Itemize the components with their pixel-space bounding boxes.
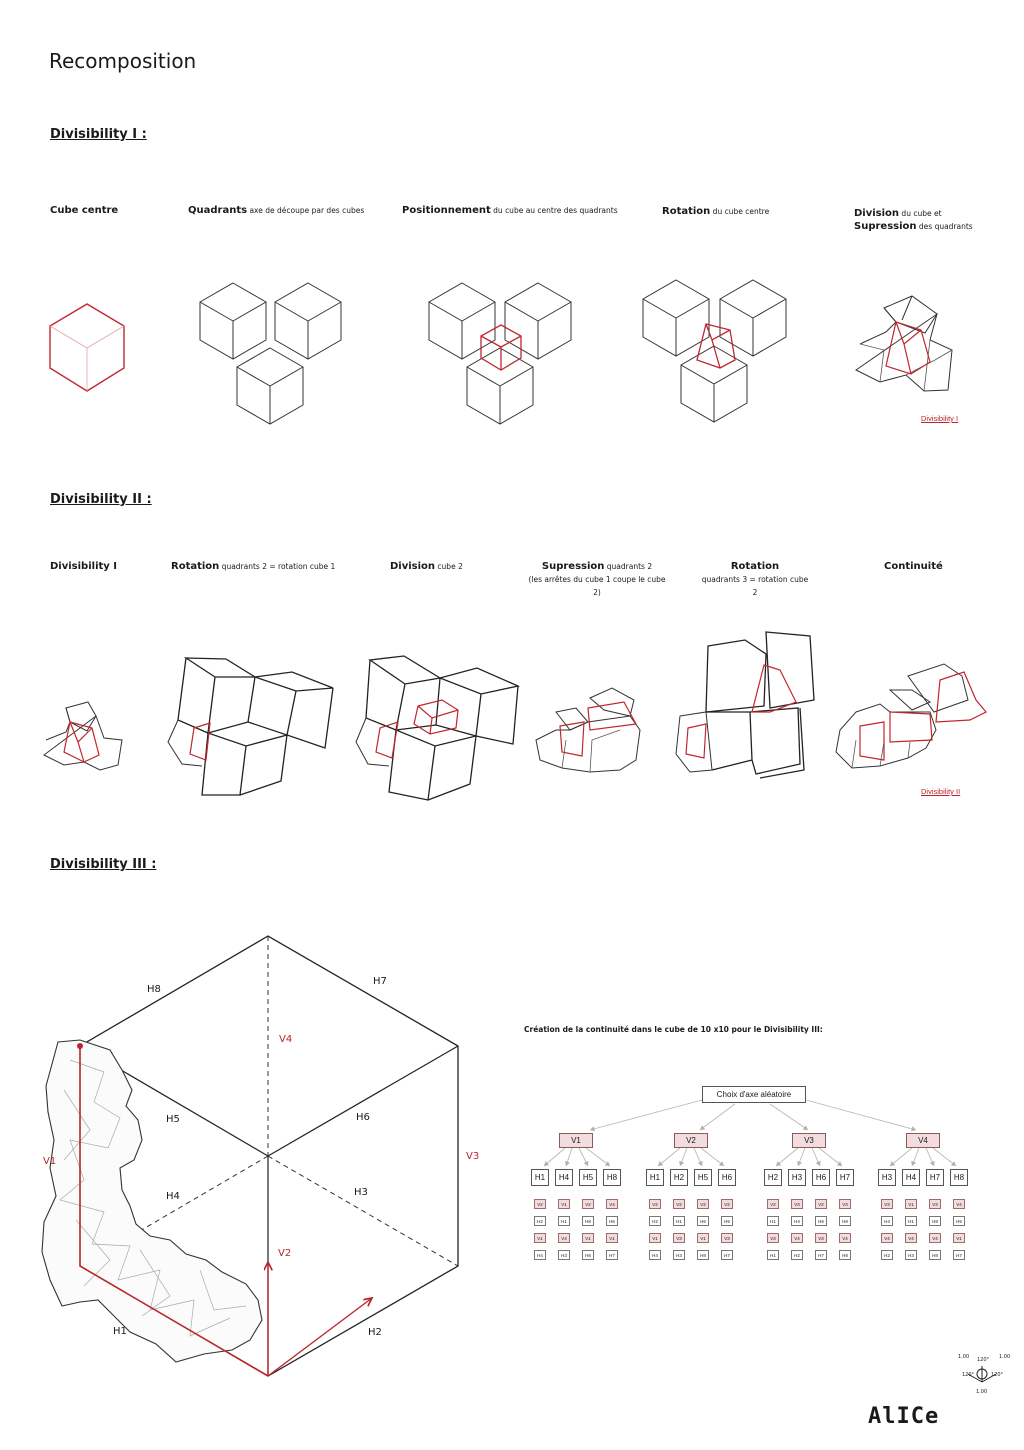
tree-child-box: H1 — [531, 1169, 549, 1186]
tree-sequence-cell: V1 — [558, 1199, 570, 1209]
section-title-divisibility-2: Divisibility II : — [50, 492, 152, 507]
tree-root-box: Choix d'axe aléatoire — [702, 1086, 806, 1103]
section-title-divisibility-3: Divisibility III : — [50, 857, 157, 872]
tree-sequence-cell: H3 — [673, 1250, 685, 1260]
tree-branch-box: V2 — [674, 1133, 708, 1148]
tree-child-box: H3 — [788, 1169, 806, 1186]
tree-sequence-cell: H3 — [558, 1250, 570, 1260]
tree-sequence-cell: H8 — [929, 1250, 941, 1260]
ref-label-divisibility-1: Divisibility I — [921, 414, 959, 423]
tree-sequence-cell: H7 — [606, 1250, 618, 1260]
step-label-rotation-quadrants-3: Rotation quadrants 3 = rotation cube 2 — [701, 561, 809, 597]
tree-sequence-cell: V4 — [839, 1233, 851, 1243]
tree-sequence-cell: V4 — [953, 1199, 965, 1209]
tree-sequence-cell: V2 — [673, 1199, 685, 1209]
tree-sequence-cell: V4 — [558, 1233, 570, 1243]
tree-sequence-cell: H8 — [582, 1250, 594, 1260]
tree-sequence-cell: H4 — [534, 1250, 546, 1260]
tree-branch-box: V3 — [792, 1133, 826, 1148]
tree-child-box: H7 — [926, 1169, 944, 1186]
tree-sequence-cell: V3 — [791, 1199, 803, 1209]
tree-sequence-cell: V1 — [953, 1233, 965, 1243]
tree-sequence-cell: H1 — [767, 1250, 779, 1260]
page-title: Recomposition — [49, 49, 197, 73]
tree-sequence-cell: V2 — [767, 1199, 779, 1209]
step-label-rotation-quadrants: Rotation quadrants 2 = rotation cube 1 — [171, 561, 336, 572]
step-label-quadrants: Quadrants axe de découpe par des cubes — [188, 205, 365, 216]
tree-sequence-cell: V1 — [582, 1233, 594, 1243]
tree-sequence-cell: V3 — [839, 1199, 851, 1209]
tree-child-box: H1 — [646, 1169, 664, 1186]
tree-child-box: H4 — [902, 1169, 920, 1186]
tree-sequence-cell: H1 — [558, 1216, 570, 1226]
tree-sequence-cell: H5 — [721, 1216, 733, 1226]
tree-sequence-cell: V2 — [721, 1199, 733, 1209]
tree-sequence-cell: H2 — [791, 1250, 803, 1260]
step-label-positionnement: Positionnement du cube au centre des quadrants — [402, 205, 618, 216]
tree-branch-box: V4 — [906, 1133, 940, 1148]
positionnement-drawing — [429, 283, 571, 424]
axis-label-h1: H1 — [113, 1326, 127, 1337]
axis-label-h2: H2 — [368, 1327, 382, 1338]
tree-sequence-cell: V4 — [606, 1199, 618, 1209]
tree-sequence-cell: H4 — [649, 1250, 661, 1260]
tree-sequence-cell: H3 — [905, 1250, 917, 1260]
axis-label-h8: H8 — [147, 984, 161, 995]
tree-child-box: H8 — [950, 1169, 968, 1186]
tree-sequence-cell: V1 — [606, 1233, 618, 1243]
axis-label-h4: H4 — [166, 1191, 180, 1202]
supression-quadrants-2-drawing — [536, 688, 640, 772]
axis-label-v1: V1 — [43, 1156, 57, 1167]
tree-sequence-cell: V3 — [721, 1233, 733, 1243]
tree-child-box: H4 — [555, 1169, 573, 1186]
rotation-drawing — [643, 280, 786, 422]
tree-sequence-cell: V2 — [582, 1199, 594, 1209]
tree-sequence-cell: H8 — [839, 1250, 851, 1260]
tree-sequence-cell: V2 — [697, 1199, 709, 1209]
large-cube-drawing — [42, 936, 458, 1376]
tree-sequence-cell: H4 — [791, 1216, 803, 1226]
axis-label-h5: H5 — [166, 1114, 180, 1125]
tree-branch-box: V1 — [559, 1133, 593, 1148]
tree-sequence-cell: H1 — [905, 1216, 917, 1226]
tree-sequence-cell: V3 — [881, 1199, 893, 1209]
tree-sequence-cell: H7 — [721, 1250, 733, 1260]
tree-connectors — [544, 1100, 956, 1166]
tree-sequence-cell: H4 — [881, 1216, 893, 1226]
division-cube-2-drawing — [356, 656, 518, 800]
tree-sequence-cell: H8 — [929, 1216, 941, 1226]
tree-sequence-cell: H8 — [697, 1250, 709, 1260]
tree-sequence-cell: H5 — [606, 1216, 618, 1226]
tree-child-box: H7 — [836, 1169, 854, 1186]
tree-sequence-cell: H7 — [953, 1250, 965, 1260]
tree-child-box: H3 — [878, 1169, 896, 1186]
rotation-quadrants-3-drawing — [676, 632, 814, 778]
compass-label-tl: 1.00 — [958, 1354, 970, 1360]
tree-title: Création de la continuité dans le cube de 10 x10 pour le Divisibility III: — [524, 1025, 823, 1034]
tree-sequence-cell: V3 — [929, 1199, 941, 1209]
continuite-drawing — [836, 664, 986, 768]
tree-child-box: H2 — [670, 1169, 688, 1186]
tree-sequence-cell: V3 — [673, 1233, 685, 1243]
tree-sequence-cell: H2 — [881, 1250, 893, 1260]
cube-centre-drawing — [50, 304, 124, 391]
tree-sequence-cell: V3 — [767, 1233, 779, 1243]
compass-angle-left: 120° — [962, 1372, 975, 1378]
axis-label-v2: V2 — [278, 1248, 292, 1259]
step-label-division-supression: Division du cube et Supression des quadrants — [854, 208, 973, 232]
tree-sequence-cell: V1 — [534, 1233, 546, 1243]
step-label-divisibility-1: Divisibility I — [50, 561, 117, 572]
step-label-rotation: Rotation du cube centre — [662, 206, 770, 217]
tree-sequence-cell: V4 — [791, 1233, 803, 1243]
tree-sequence-cell: V1 — [649, 1233, 661, 1243]
tree-sequence-cell: H5 — [815, 1216, 827, 1226]
compass-angle-top: 120° — [977, 1357, 990, 1363]
tree-sequence-cell: V1 — [905, 1199, 917, 1209]
tree-sequence-cell: V2 — [649, 1199, 661, 1209]
tree-sequence-cell: H1 — [673, 1216, 685, 1226]
tree-sequence-cell: H2 — [534, 1216, 546, 1226]
tree-sequence-cell: H6 — [697, 1216, 709, 1226]
compass-angle-right: 120° — [991, 1372, 1004, 1378]
tree-sequence-cell: V4 — [905, 1233, 917, 1243]
step-label-supression-quadrants: Supression quadrants 2 (les arrêtes du cube 1 coupe le cube 2) — [528, 561, 666, 597]
step-label-continuite: Continuité — [884, 561, 943, 572]
tree-sequence-cell: H8 — [582, 1216, 594, 1226]
division-supression-drawing — [856, 296, 952, 391]
tree-sequence-cell: V2 — [534, 1199, 546, 1209]
tree-child-box: H5 — [694, 1169, 712, 1186]
logo: AlICe — [868, 1404, 940, 1429]
tree-sequence-cell: H2 — [649, 1216, 661, 1226]
ref-label-divisibility-2: Divisibility II — [921, 787, 961, 796]
tree-sequence-cell: H1 — [767, 1216, 779, 1226]
tree-sequence-cell: V2 — [815, 1199, 827, 1209]
tree-child-box: H8 — [603, 1169, 621, 1186]
tree-child-box: H6 — [718, 1169, 736, 1186]
tree-child-box: H2 — [764, 1169, 782, 1186]
tree-sequence-cell: V3 — [815, 1233, 827, 1243]
tree-child-box: H6 — [812, 1169, 830, 1186]
compass-label-bottom: 1.00 — [976, 1389, 988, 1395]
tree-sequence-cell: H7 — [815, 1250, 827, 1260]
compass-label-tr: 1.00 — [999, 1354, 1011, 1360]
axis-label-h7: H7 — [373, 976, 387, 987]
tree-sequence-cell: V4 — [929, 1233, 941, 1243]
tree-sequence-cell: H8 — [839, 1216, 851, 1226]
axis-label-h3: H3 — [354, 1187, 368, 1198]
quadrants-drawing — [200, 283, 341, 424]
divisibility-1-small-drawing — [44, 702, 122, 770]
step-label-cube-centre: Cube centre — [50, 205, 119, 216]
axis-label-h6: H6 — [356, 1112, 370, 1123]
tree-child-box: H5 — [579, 1169, 597, 1186]
rotation-quadrants-2-drawing — [168, 658, 333, 795]
tree-sequence-cell: V1 — [697, 1233, 709, 1243]
axis-label-v4: V4 — [279, 1034, 293, 1045]
tree-sequence-cell: V4 — [881, 1233, 893, 1243]
tree-sequence-cell: H5 — [953, 1216, 965, 1226]
axis-label-v3: V3 — [466, 1151, 480, 1162]
section-title-divisibility-1: Divisibility I : — [50, 127, 147, 142]
step-label-division-cube2: Division cube 2 — [390, 561, 463, 572]
